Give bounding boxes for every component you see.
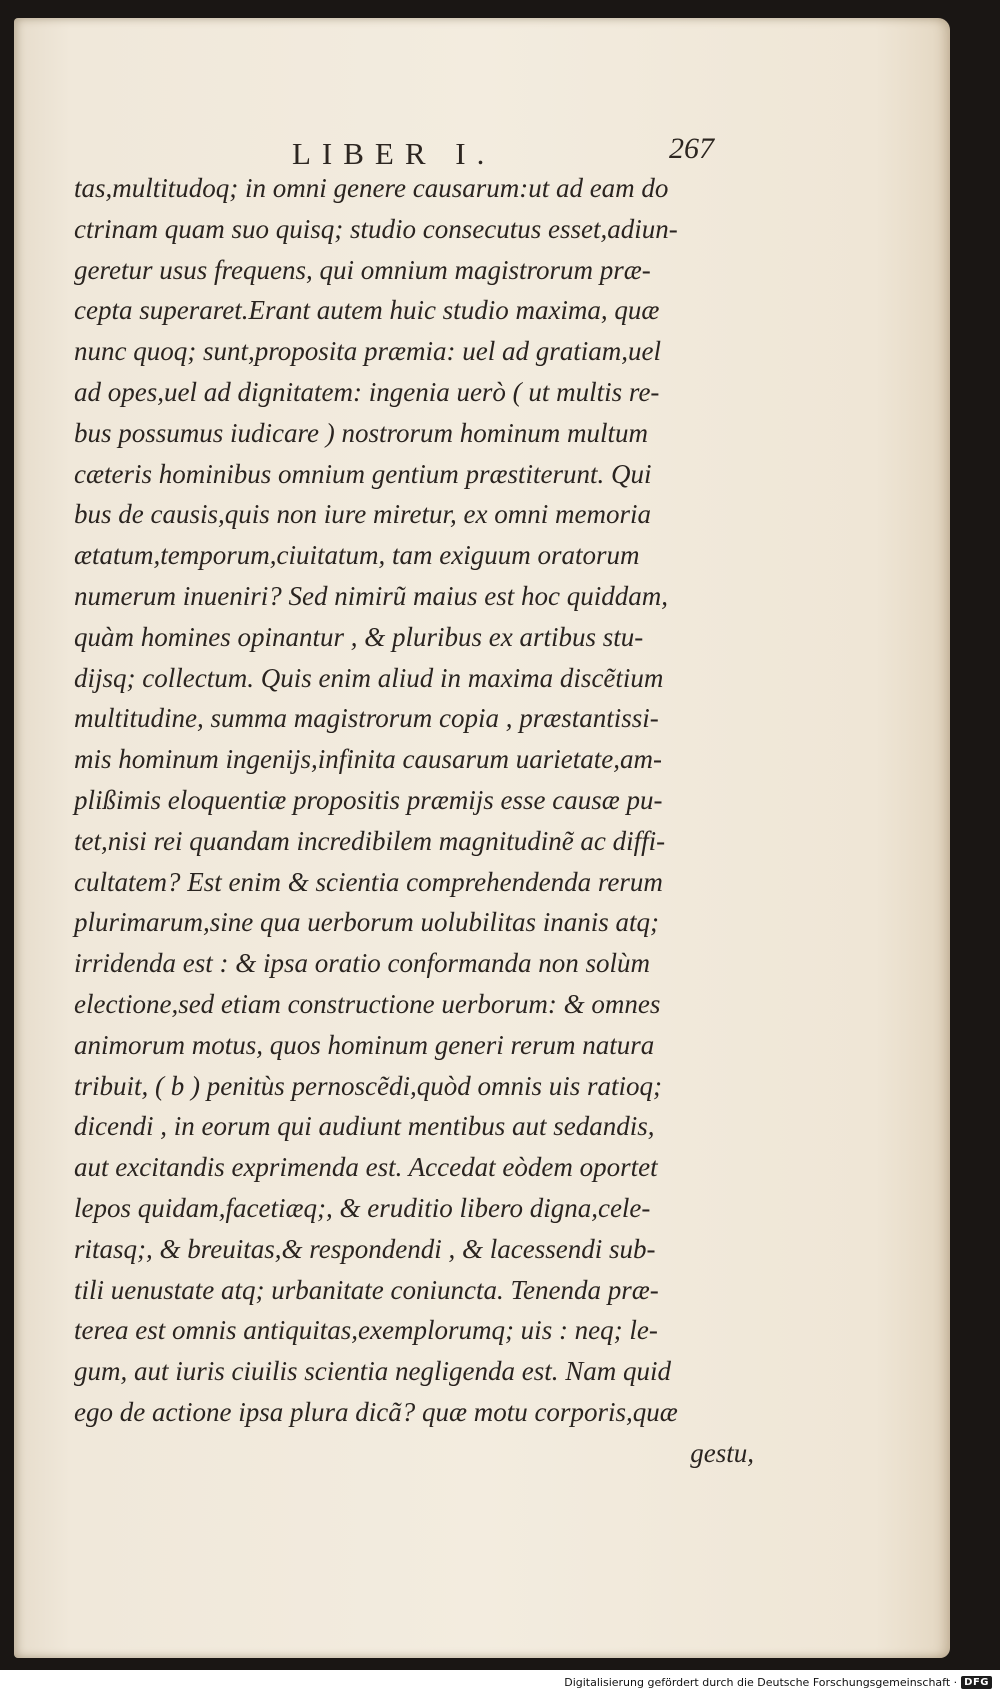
- text-line: quàm homines opinantur , & pluribus ex artibus stu-: [74, 621, 644, 652]
- text-line: tribuit, ( b ) penitùs pernoscẽdi,quòd omnis uis ratioq;: [74, 1070, 662, 1101]
- text-line: numerum inueniri? Sed nimirũ maius est hoc quiddam,: [74, 580, 668, 611]
- text-line: ad opes,uel ad dignitatem: ingenia uerò ( ut multis re-: [74, 376, 660, 407]
- text-line: tet,nisi rei quandam incredibilem magnitudinẽ ac diffi-: [74, 825, 666, 856]
- text-line: nunc quoq; sunt,proposita præmia: uel ad gratiam,uel: [74, 336, 661, 367]
- book-page: [14, 18, 950, 1658]
- text-line: electione,sed etiam constructione uerborum: & omnes: [74, 988, 661, 1019]
- text-line: dicendi , in eorum qui audiunt mentibus aut sedandis,: [74, 1111, 655, 1142]
- text-line: terea est omnis antiquitas,exemplorumq; uis : neq; le-: [74, 1315, 658, 1346]
- text-line: ætatum,temporum,ciuitatum, tam exiguum oratorum: [74, 540, 640, 571]
- text-line: dijsq; collectum. Quis enim aliud in maxima discẽtium: [74, 662, 664, 693]
- text-line: cepta superaret.Erant autem huic studio maxima, quæ: [74, 295, 660, 326]
- text-line: geretur usus frequens, qui omnium magistrorum præ-: [74, 254, 651, 285]
- text-line: plißimis eloquentiæ propositis præmijs esse causæ pu-: [74, 784, 663, 815]
- credit-text: Digitalisierung gefördert durch die Deutsche Forschungsgemeinschaft ·: [564, 1675, 958, 1689]
- text-line: tas,multitudoq; in omni genere causarum:ut ad eam do: [74, 173, 669, 203]
- digitization-credit: [564, 1674, 992, 1690]
- text-line: ego de actione ipsa plura dicã? quæ motu corporis,quæ: [74, 1396, 678, 1427]
- running-head-title: LIBER I.: [292, 136, 496, 171]
- text-line: bus de causis,quis non iure miretur, ex omni memoria: [74, 499, 651, 530]
- text-line: cæteris hominibus omnium gentium præstiterunt. Qui: [74, 458, 652, 489]
- text-line: irridenda est : & ipsa oratio conformanda non solùm: [74, 948, 651, 979]
- text-line: ctrinam quam suo quisq; studio consecutus esset,adiun-: [74, 213, 678, 244]
- text-line: aut excitandis exprimenda est. Accedat eòdem oportet: [74, 1152, 658, 1183]
- text-line: animorum motus, quos hominum generi rerum natura: [74, 1029, 655, 1060]
- dfg-logo-icon: DFG: [961, 1676, 992, 1689]
- text-line: lepos quidam,facetiæq;, & eruditio libero digna,cele-: [74, 1192, 651, 1223]
- text-line: cultatem? Est enim & scientia comprehendenda rerum: [74, 866, 663, 897]
- catchword: gestu,: [690, 1437, 754, 1468]
- text-line: gum, aut iuris ciuilis scientia negligenda est. Nam quid: [74, 1356, 671, 1387]
- text-line: multitudine, summa magistrorum copia , præstantissi-: [74, 703, 659, 734]
- page-number: 267: [669, 132, 714, 165]
- text-line: plurimarum,sine qua uerborum uolubilitas inanis atq;: [74, 907, 660, 938]
- text-line: tili uenustate atq; urbanitate coniuncta. Tenenda præ-: [74, 1274, 659, 1305]
- text-block: [74, 168, 754, 1474]
- text-line: ritasq;, & breuitas,& respondendi , & lacessendi sub-: [74, 1233, 656, 1264]
- text-line: mis hominum ingenijs,infinita causarum uarietate,am-: [74, 744, 662, 775]
- text-line: bus possumus iudicare ) nostrorum hominum multum: [74, 417, 649, 448]
